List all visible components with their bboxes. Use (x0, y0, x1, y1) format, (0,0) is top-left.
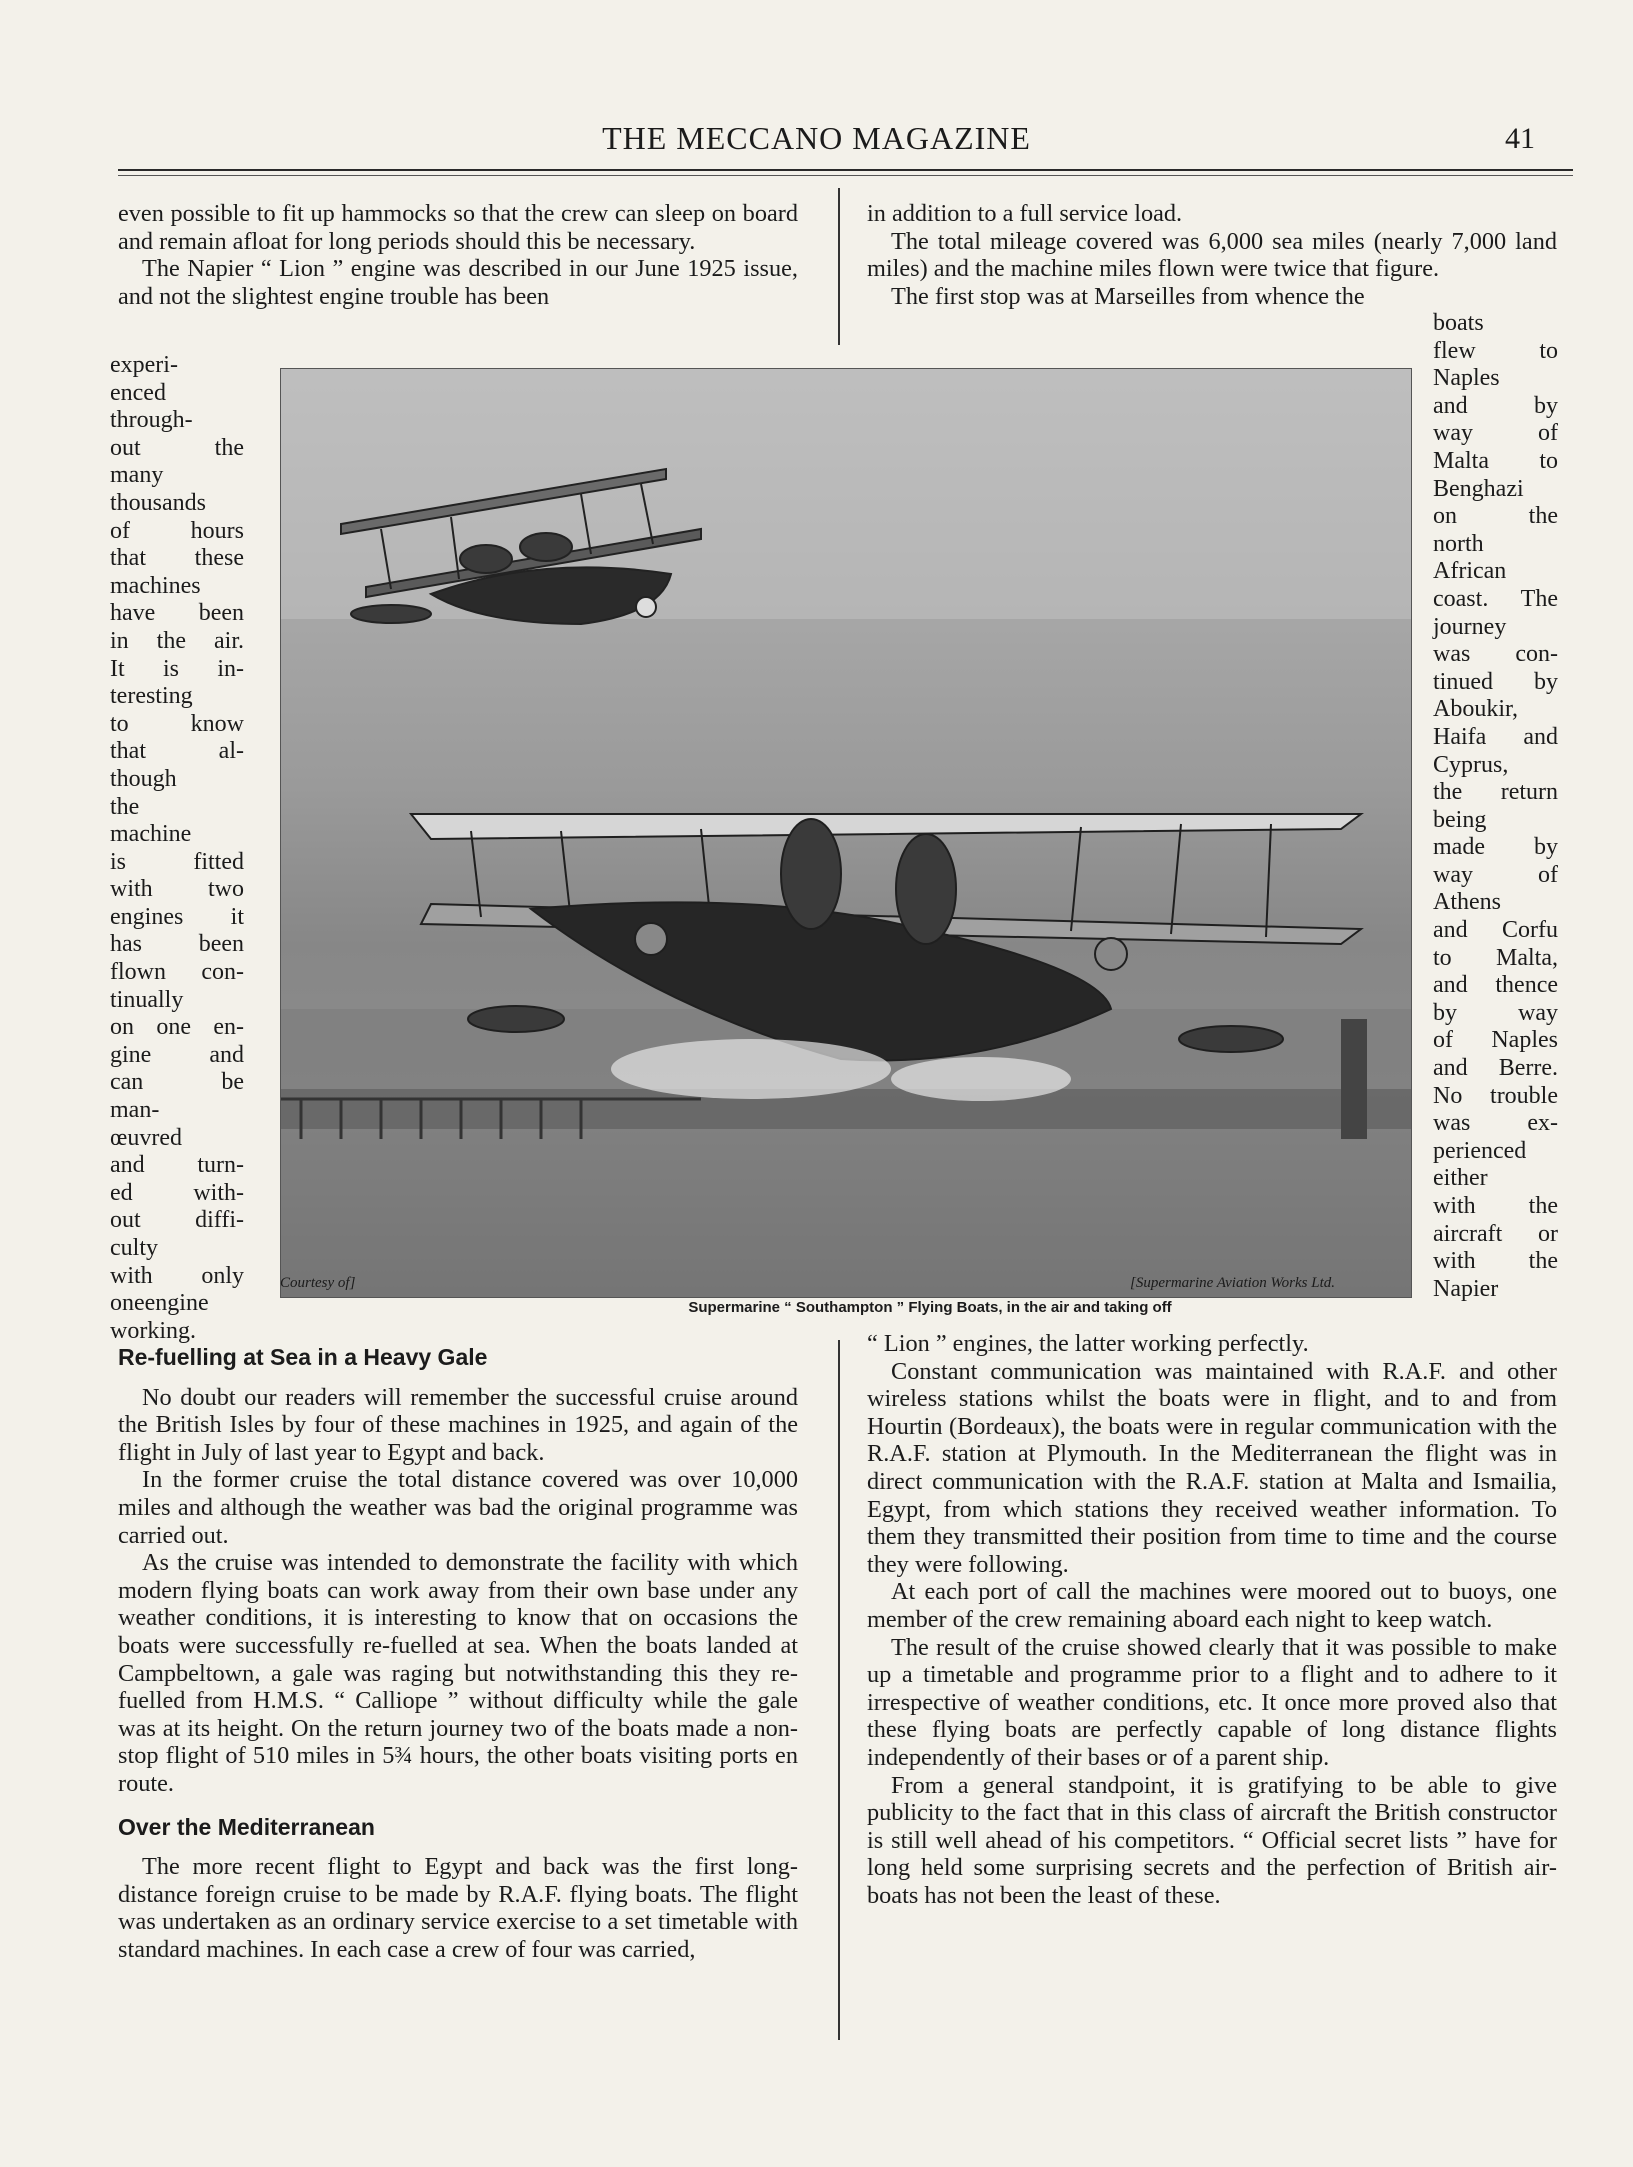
wrap-line: either (1433, 1165, 1488, 1192)
wrap-line: journey (1433, 613, 1507, 640)
wrap-line: culty (110, 1235, 158, 1261)
paragraph: The result of the cruise showed clearly that it was possible to make up a timetable and programme prior to a flight and to adhere to it irrespective of weather conditions, etc. It once more proved also that these flying boats are perfectly capable of long distance flights independently of their bases or of a parent ship. (867, 1633, 1557, 1771)
wrap-line: is fitted (110, 848, 244, 875)
header-rule (118, 169, 1573, 171)
wrap-line: to know (110, 710, 244, 737)
wrap-line: with the (1433, 1193, 1558, 1219)
paragraph: In the former cruise the total distance covered was over 10,000 miles and although the weather was bad the original programme was carried out. (118, 1466, 798, 1549)
wrap-line: Malta to (1433, 447, 1558, 474)
wrap-line: can be (110, 1069, 244, 1096)
wrap-line: oneengine (110, 1290, 209, 1317)
wrap-line: thousands (110, 489, 206, 516)
photo-credit-left: Courtesy of] (280, 1275, 356, 1291)
paragraph: At each port of call the machines were moored out to buoys, one member of the crew remaining aboard each night to keep watch. (867, 1578, 1557, 1633)
wrap-line: experi- (110, 352, 178, 378)
paragraph: As the cruise was intended to demonstrate the facility with which modern flying boats can work away from their own base under any weather conditions, it is interesting to know that on occasions the boats were successfully re-fuelled at sea. When the boats landed at Campbeltown, a gale was raging but notwithstanding this they re-fuelled from H.M.S. “ Calliope ” without difficulty while the gale was at its height. On the return journey two of the boats made a non-stop flight of 510 miles in 5¾ hours, the other boats visiting ports en route. (118, 1549, 798, 1797)
wrap-line: out the (110, 434, 244, 461)
wrap-line: boats (1433, 310, 1484, 336)
wrap-line: with the (1433, 1248, 1558, 1275)
section-heading: Re-fuelling at Sea in a Heavy Gale (118, 1344, 488, 1370)
left-column-bottom (118, 1344, 798, 1963)
paragraph: The total mileage covered was 6,000 sea miles (nearly 7,000 land miles) and the machine miles flown were twice that figure. (867, 227, 1557, 283)
wrap-line: by way (1433, 999, 1558, 1026)
wrap-line: Napier (1433, 1275, 1499, 1302)
flying-boat-illustration (281, 369, 1411, 1297)
paragraph: The more recent flight to Egypt and back was the first long-distance foreign cruise to be made by R.A.F. flying boats. The flight was undertaken as an ordinary service exercise to a set timetable with standard machines. In each case a crew of four was carried, (118, 1853, 798, 1963)
wrap-line: way of (1433, 861, 1558, 888)
flying-boats-photo (280, 368, 1410, 1298)
wrap-line: was ex- (1433, 1110, 1558, 1137)
wrap-line: It is in- (110, 655, 244, 682)
wrap-line: coast. The (1433, 585, 1558, 612)
magazine-title: THE MECCANO MAGAZINE (602, 120, 1031, 156)
wrap-line: of Naples (1433, 1027, 1558, 1054)
right-column-bottom (867, 1330, 1557, 1909)
wrap-line: flown con- (110, 959, 244, 986)
paragraph: No doubt our readers will remember the successful cruise around the British Isles by four of these machines in 1925, and again of the flight in July of last year to Egypt and back. (118, 1383, 798, 1466)
wrap-line: was con- (1433, 641, 1558, 668)
column-divider-top (838, 188, 840, 345)
wrap-line: through- (110, 407, 193, 434)
wrap-line: tinually (110, 986, 184, 1013)
wrap-line: to Malta, (1433, 944, 1558, 971)
wrap-line: Naples (1433, 365, 1500, 392)
wrap-line: in the air. (110, 627, 244, 654)
wrap-line: flew to (1433, 337, 1558, 364)
paragraph: The first stop was at Marseilles from whence the (891, 282, 1365, 310)
wrap-line: and by (1433, 392, 1558, 419)
wrap-line: on one en- (110, 1014, 244, 1041)
wrap-line: way of (1433, 420, 1558, 447)
photo-credit-right: [Supermarine Aviation Works Ltd. (1130, 1275, 1336, 1291)
wrap-line: out diffi- (110, 1207, 244, 1234)
wrap-line: the return (1433, 779, 1558, 806)
wrap-line: Cyprus, (1433, 751, 1509, 778)
wrap-line: Benghazi (1433, 475, 1524, 502)
wrap-line: machines (110, 572, 201, 599)
left-column-top (118, 200, 798, 310)
photo-caption: Supermarine “ Southampton ” Flying Boats, in the air and taking off (688, 1299, 1172, 1316)
wrap-line: and Corfu (1433, 917, 1558, 944)
wrap-line: engines it (110, 903, 244, 930)
wrap-line: enced (110, 379, 166, 406)
right-column-top (867, 200, 1557, 310)
wrap-line: aircraft or (1433, 1220, 1558, 1247)
header-rule-thin (118, 175, 1573, 176)
wrap-line: being (1433, 806, 1487, 833)
wrap-line: Athens (1433, 889, 1501, 916)
wrap-line: perienced (1433, 1137, 1527, 1164)
left-wrap-text (110, 352, 244, 1345)
paragraph: “ Lion ” engines, the latter working perfectly. (867, 1330, 1309, 1357)
wrap-line: the (110, 793, 140, 820)
wrap-line: have been (110, 600, 244, 627)
wrap-line: of hours (110, 517, 244, 544)
wrap-line: tinued by (1433, 668, 1558, 695)
section-heading: Over the Mediterranean (118, 1813, 375, 1840)
wrap-line: teresting (110, 683, 193, 710)
wrap-line: that al- (110, 738, 244, 765)
wrap-line: many (110, 462, 164, 489)
wrap-line: ed with- (110, 1179, 244, 1206)
wrap-line: Haifa and (1433, 723, 1558, 750)
wrap-line: that these (110, 545, 244, 572)
wrap-line: No trouble (1433, 1082, 1558, 1109)
wrap-line: and turn- (110, 1152, 244, 1179)
wrap-line: north (1433, 530, 1484, 557)
wrap-line: African (1433, 558, 1507, 585)
wrap-line: machine (110, 821, 192, 848)
paragraph: in addition to a full service load. (867, 200, 1183, 227)
paragraph: even possible to fit up hammocks so that the crew can sleep on board and remain afloat for long periods should this be necessary. (118, 200, 798, 255)
wrap-line: made by (1433, 834, 1558, 861)
column-divider-bottom (838, 1340, 840, 2040)
wrap-line: with two (110, 876, 244, 903)
wrap-line: man- (110, 1097, 160, 1124)
right-wrap-text (1433, 310, 1558, 1303)
wrap-line: gine and (110, 1041, 244, 1068)
wrap-line: working. (110, 1317, 196, 1344)
wrap-line: Aboukir, (1433, 696, 1519, 723)
page-number: 41 (1505, 122, 1535, 155)
wrap-line: œuvred (110, 1124, 182, 1151)
wrap-line: on the (1433, 503, 1558, 530)
paragraph: The Napier “ Lion ” engine was described in our June 1925 issue, and not the slightest engine trouble has been (118, 255, 798, 310)
wrap-line: and thence (1433, 972, 1558, 999)
wrap-line: has been (110, 931, 244, 958)
photo-image (280, 368, 1412, 1298)
paragraph: Constant communication was maintained with R.A.F. and other wireless stations whilst the boats were in flight, and to and from Hourtin (Bordeaux), the boats were in regular communication with the R.A.F. station at Plymouth. In the Mediterranean the flight was in direct communication with the R.A.F. station at Malta and Ismailia, Egypt, from which stations they received weather information. To them they transmitted their position from time to time and the course they were following. (867, 1357, 1557, 1578)
wrap-line: with only (110, 1262, 244, 1289)
wrap-line: and Berre. (1433, 1055, 1558, 1082)
paragraph: From a general standpoint, it is gratifying to be able to give publicity to the fact that in this class of aircraft the British constructor is still well ahead of his competitors. “ Official secret lists ” have for long held some surprising secrets and the perfection of British air-boats has not been the least of these. (867, 1771, 1557, 1909)
wrap-line: though (110, 765, 177, 792)
